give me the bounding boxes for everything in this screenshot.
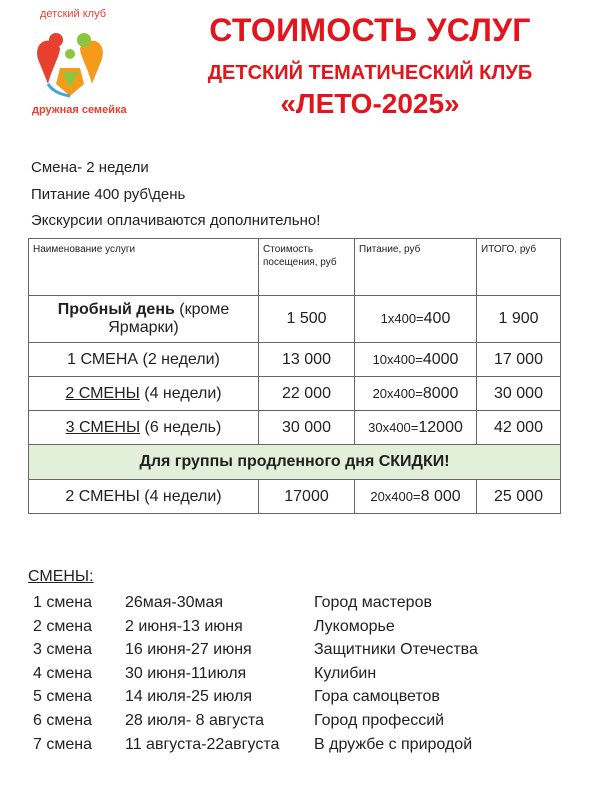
shift-dates: 26мая-30мая xyxy=(125,594,224,611)
service-food xyxy=(355,480,477,514)
shift-number: 4 смена xyxy=(33,664,92,682)
shift-theme: Гора самоцветов xyxy=(314,688,440,706)
discount-banner-row xyxy=(29,445,561,480)
header-food: Питание, руб xyxy=(355,239,477,296)
page-title: СТОИМОСТЬ УСЛУГ xyxy=(209,12,531,48)
shift-dates: 2 июня-13 июня xyxy=(125,617,243,635)
shift-theme: Город профессий xyxy=(314,711,445,729)
club-name: «ЛЕТО-2025» xyxy=(280,88,460,119)
shift-theme: Город мастеров xyxy=(314,594,432,611)
shift-number: 2 смена xyxy=(33,617,92,635)
food-calc: 20х400= xyxy=(370,488,421,504)
food-value: 400 xyxy=(423,310,451,327)
discount-banner: Для группы продленного дня СКИДКИ! xyxy=(29,445,561,480)
service-name-rest: (кроме Ярмарки) xyxy=(108,301,230,336)
shift-theme: Кулибин xyxy=(314,664,377,682)
shift-dates: 30 июня-11июля xyxy=(125,664,247,682)
service-total: 42 000 xyxy=(477,411,561,445)
service-name xyxy=(29,411,259,445)
service-name-rest: (2 недели) xyxy=(138,350,220,368)
shift-theme: Лукоморье xyxy=(314,617,395,635)
service-price: 30 000 xyxy=(259,411,355,445)
info-meals: Питание 400 руб\день xyxy=(31,186,186,203)
service-total: 17 000 xyxy=(477,343,561,377)
page-subtitle: ДЕТСКИЙ ТЕМАТИЧЕСКИЙ КЛУБ xyxy=(207,62,533,84)
service-total: 1 900 xyxy=(477,296,561,343)
family-logo-icon xyxy=(30,24,110,102)
shift-number: 7 смена xyxy=(33,735,92,753)
shift-dates: 28 июля- 8 августа xyxy=(125,711,265,729)
food-calc: 30х400= xyxy=(368,419,419,435)
service-name-bold: 2 СМЕНЫ xyxy=(65,384,140,402)
info-shift-length: Смена- 2 недели xyxy=(31,159,149,176)
food-calc: 20х400= xyxy=(372,385,423,401)
shift-number: 6 смена xyxy=(33,711,92,729)
logo-top-text: детский клуб xyxy=(40,8,107,20)
shift-dates: 16 июня-27 июня xyxy=(125,641,252,659)
header-total: ИТОГО, руб xyxy=(477,239,561,296)
table-row xyxy=(29,296,561,343)
service-price: 13 000 xyxy=(259,343,355,377)
service-price: 17000 xyxy=(259,480,355,514)
table-row xyxy=(29,377,561,411)
service-name xyxy=(29,343,259,377)
header-cost: Стоимость посещения, руб xyxy=(259,239,355,296)
shift-number: 3 смена xyxy=(33,641,92,659)
club-logo xyxy=(22,8,142,120)
food-value: 4000 xyxy=(422,350,459,368)
logo-bottom-text: дружная семейка xyxy=(32,104,127,116)
service-name-bold: 3 СМЕНЫ xyxy=(65,418,141,436)
service-total: 25 000 xyxy=(477,480,561,514)
schedule-title: СМЕНЫ: xyxy=(28,568,94,585)
service-name-rest: (6 недель) xyxy=(140,418,222,436)
food-value: 12000 xyxy=(418,418,463,436)
service-food xyxy=(355,343,477,377)
info-excursions: Экскурсии оплачиваются дополнительно! xyxy=(31,212,321,229)
service-name-bold: Пробный день xyxy=(57,301,175,318)
shift-theme: Защитники Отечества xyxy=(314,641,478,659)
table-header-row xyxy=(29,239,561,296)
shift-dates: 11 августа-22августа xyxy=(125,735,280,753)
header-service: Наименование услуги xyxy=(29,239,259,296)
shift-number: 5 смена xyxy=(33,688,92,706)
price-table xyxy=(28,238,561,514)
service-name-bold: 1 СМЕНА xyxy=(67,350,139,368)
service-name-rest: (4 недели) xyxy=(139,384,222,402)
food-value: 8000 xyxy=(422,384,459,402)
service-name xyxy=(29,377,259,411)
service-price: 22 000 xyxy=(259,377,355,411)
food-calc: 1х400= xyxy=(380,311,424,326)
service-name xyxy=(29,296,259,343)
table-row xyxy=(29,480,561,514)
service-food xyxy=(355,296,477,343)
food-value: 8 000 xyxy=(420,487,461,505)
service-food xyxy=(355,411,477,445)
service-food xyxy=(355,377,477,411)
shift-number: 1 смена xyxy=(33,594,92,611)
service-price: 1 500 xyxy=(259,296,355,343)
shift-dates: 14 июля-25 июля xyxy=(125,688,252,706)
service-total: 30 000 xyxy=(477,377,561,411)
service-name: 2 СМЕНЫ (4 недели) xyxy=(29,480,259,514)
shift-theme: В дружбе с природой xyxy=(314,735,473,753)
table-row xyxy=(29,411,561,445)
food-calc: 10х400= xyxy=(372,351,423,367)
table-row xyxy=(29,343,561,377)
